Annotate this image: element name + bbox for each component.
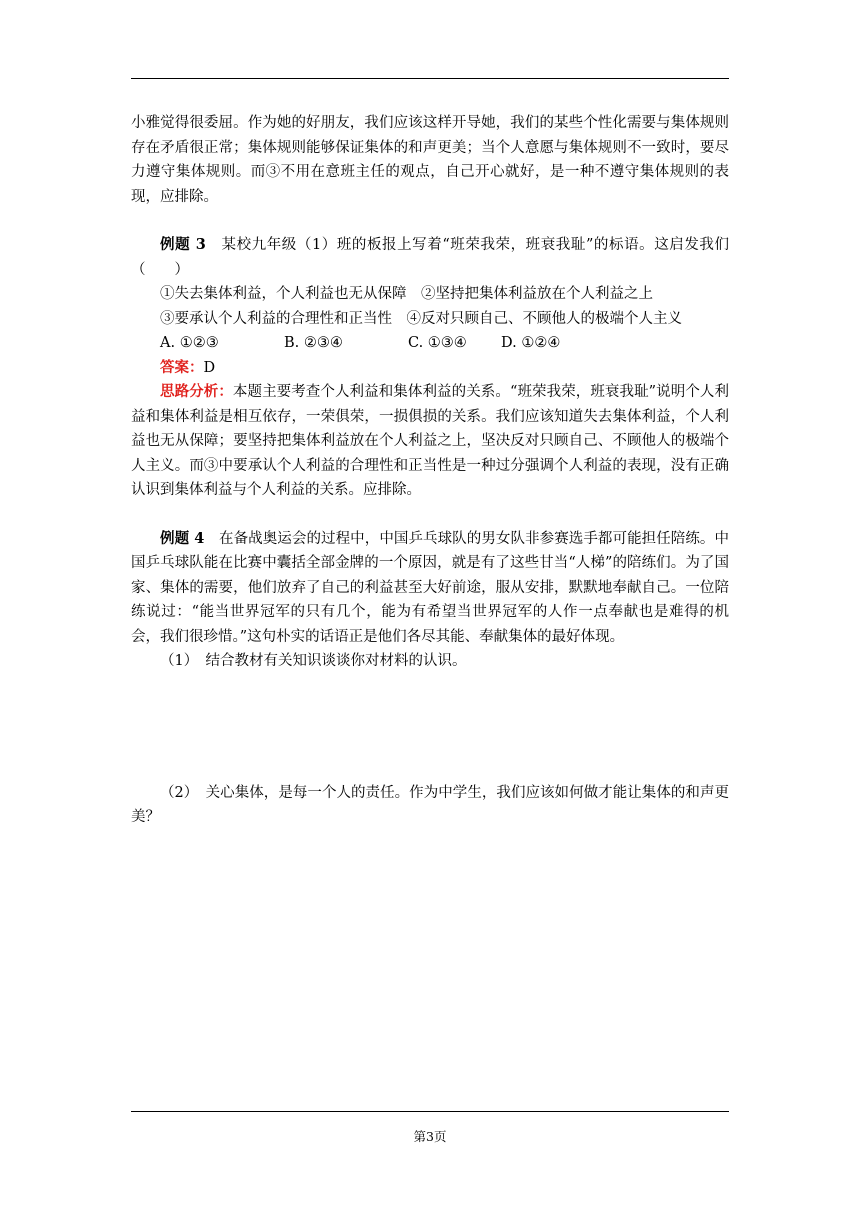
example3-analysis <box>131 380 729 503</box>
analysis-label: 思路分析： <box>160 383 233 400</box>
example3-label: 例题 3 <box>160 236 206 253</box>
choice-d: D. ①②④ <box>501 335 561 351</box>
page-content <box>131 111 729 830</box>
example4-stem <box>131 527 729 650</box>
example4-material: 在备战奥运会的过程中，中国乒乓球队的男女队非参赛选手都可能担任陪练。中国乒乓球队能在比赛中囊括全部金牌的一个原因，就是有了这些甘当“人梯”的陪练们。为了国家、集体的需要，他们放弃了自己的利益甚至大好前途，服从安排，默默地奉献自己。一位陪练说过：“能当世界冠军的只有几个，能为有希望当世界冠军的人作一点奉献也是难得的机会，我们很珍惜。”这句朴实的话语正是他们各尽其能、奉献集体的最好体现。 <box>131 530 730 645</box>
example4-label: 例题 4 <box>160 529 205 547</box>
answer-label: 答案： <box>160 358 204 376</box>
example3-stem <box>131 233 729 282</box>
section-gap <box>131 503 729 527</box>
example3-choices <box>131 331 729 356</box>
header-rule <box>131 78 729 79</box>
analysis-text: 本题主要考查个人利益和集体利益的关系。“班荣我荣，班衰我耻”说明个人利益和集体利益是相互依存，一荣俱荣，一损俱损的关系。我们应该知道失去集体利益，个人利益也无从保障；要坚持把集体利益放在个人利益之上，坚决反对只顾自己、不顾他人的极端个人主义。而③中要承认个人利益的合理性和正当性是一种过分强调个人利益的表现，没有正确认识到集体利益与个人利益的关系。应排除。 <box>131 384 729 498</box>
example3-options-line1: ①失去集体利益，个人利益也无从保障 ②坚持把集体利益放在个人利益之上 <box>160 286 653 302</box>
example4-question2: （2） 关心集体，是每一个人的责任。作为中学生，我们应该如何做才能让集体的和声更美？ <box>131 784 729 825</box>
section-gap <box>131 209 729 233</box>
choice-a: A. ①②③ <box>160 335 219 351</box>
choice-c: C. ①③④ <box>408 335 467 351</box>
example3-question: 某校九年级（1）班的板报上写着“班荣我荣，班衰我耻”的标语。这启发我们（ ） <box>131 237 730 278</box>
continuation-paragraph: 小雅觉得很委屈。作为她的好朋友，我们应该这样开导她，我们的某些个性化需要与集体规则存在矛盾很正常；集体规则能够保证集体的和声更美；当个人意愿与集体规则不一致时，要尽力遵守集体规则。而③不用在意班主任的观点，自己开心就好，是一种不遵守集体规则的表现，应排除。 <box>131 115 729 205</box>
example3-options-line2: ③要承认个人利益的合理性和正当性 ④反对只顾自己、不顾他人的极端个人主义 <box>160 310 682 327</box>
footer-rule <box>131 1111 729 1112</box>
example4-question1: （1） 结合教材有关知识谈谈你对材料的认识。 <box>160 653 467 669</box>
choice-b: B. ②③④ <box>284 335 343 351</box>
example3-answer <box>131 356 729 381</box>
answer-space <box>131 674 729 781</box>
page-number: 第3页 <box>413 1129 447 1144</box>
answer-value: D <box>203 359 216 376</box>
